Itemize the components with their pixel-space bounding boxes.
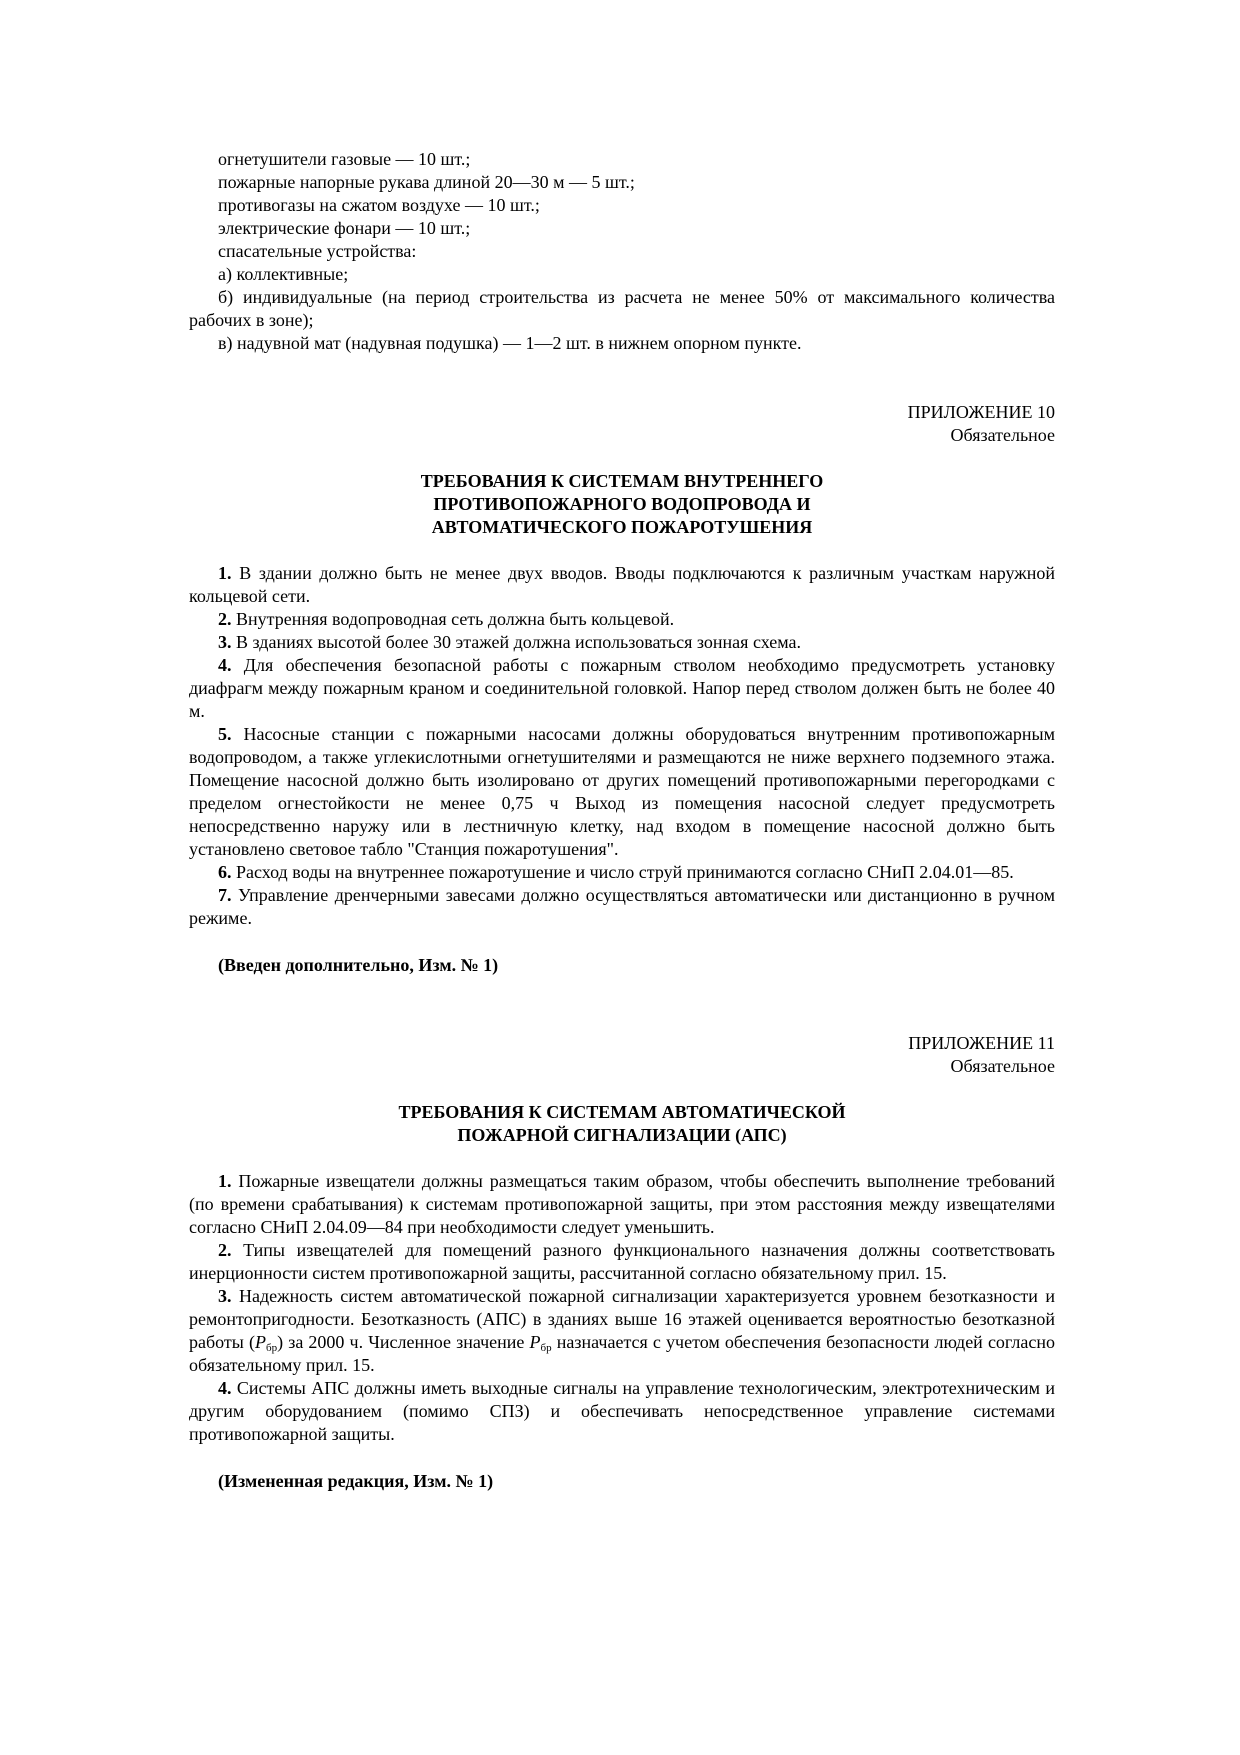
- item-text: Для обеспечения безопасной работы с пожарным стволом необходимо предусмотреть установку диафрагм между пожарным краном и соединительной головкой. Напор перед стволом должен быть не более 40 м.: [189, 655, 1055, 721]
- list-item: спасательные устройства:: [218, 241, 417, 261]
- item-text: назначается с учетом обеспечения безопасности людей согласно обязательному прил. 15.: [189, 1332, 1055, 1375]
- reliability-subscript: бр: [540, 1342, 552, 1354]
- title-line: ТРЕБОВАНИЯ К СИСТЕМАМ АВТОМАТИЧЕСКОЙ: [398, 1102, 846, 1122]
- reliability-symbol: P: [529, 1332, 541, 1352]
- item-number: 2.: [218, 1240, 232, 1260]
- amendment-note: (Измененная редакция, Изм. № 1): [218, 1471, 494, 1491]
- appendix-11-header: [189, 1032, 1055, 1078]
- title-line: ПОЖАРНОЙ СИГНАЛИЗАЦИИ (АПС): [457, 1125, 787, 1145]
- reliability-symbol: P: [254, 1332, 266, 1352]
- amendment-note: (Введен дополнительно, Изм. № 1): [218, 955, 499, 975]
- list-item: пожарные напорные рукава длиной 20—30 м — 5 шт.;: [218, 172, 635, 192]
- numbered-item: [189, 723, 1055, 861]
- appendix-11-title: [189, 1101, 1055, 1147]
- reliability-subscript: бр: [265, 1342, 278, 1354]
- appendix-label: ПРИЛОЖЕНИЕ 10: [907, 402, 1055, 422]
- item-number: 3.: [218, 1286, 232, 1306]
- numbered-item: [189, 1170, 1055, 1239]
- item-number: 5.: [218, 724, 232, 744]
- numbered-item: [189, 562, 1055, 608]
- item-number: 4.: [218, 1378, 232, 1398]
- item-text: Пожарные извещатели должны размещаться таким образом, чтобы обеспечить выполнение требований (по времени срабатывания) к системам противопожарной защиты, при этом расстояния между извещателями согласно СНиП 2.04.09—84 при необходимости следует уменьшить.: [189, 1171, 1056, 1237]
- item-number: 4.: [218, 655, 232, 675]
- title-line: АВТОМАТИЧЕСКОГО ПОЖАРОТУШЕНИЯ: [431, 517, 813, 537]
- document-page: [189, 148, 1055, 1493]
- appendix-10-items: [189, 562, 1055, 930]
- item-text: Типы извещателей для помещений разного функционального назначения должны соответствовать инерционности систем противопожарной защиты, рассчитанной согласно обязательному прил. 15.: [189, 1240, 1056, 1283]
- item-number: 2.: [218, 609, 232, 629]
- item-text: Управление дренчерными завесами должно осуществляться автоматически или дистанционно в ручном режиме.: [189, 885, 1056, 928]
- numbered-item: [189, 654, 1055, 723]
- appendix-label: ПРИЛОЖЕНИЕ 11: [908, 1033, 1055, 1053]
- list-item: огнетушители газовые — 10 шт.;: [218, 149, 471, 169]
- appendix-10-header: [189, 401, 1055, 447]
- equipment-list: [189, 148, 1055, 355]
- list-item: б) индивидуальные (на период строительства из расчета не менее 50% от максимального количества рабочих в зоне);: [189, 287, 1055, 330]
- item-text: В зданиях высотой более 30 этажей должна использоваться зонная схема.: [236, 632, 801, 652]
- item-number: 7.: [218, 885, 232, 905]
- appendix-status: Обязательное: [950, 1056, 1055, 1076]
- item-text: В здании должно быть не менее двух вводов. Вводы подключаются к различным участкам наружной кольцевой сети.: [189, 563, 1055, 606]
- item-text: Системы АПС должны иметь выходные сигналы на управление технологическим, электротехническим и другим оборудованием (помимо СПЗ) и обеспечивать непосредственное управление системами противопожарной защиты.: [189, 1378, 1055, 1444]
- title-line: ТРЕБОВАНИЯ К СИСТЕМАМ ВНУТРЕННЕГО: [420, 471, 824, 491]
- numbered-item: [189, 608, 1055, 631]
- item-text: ) за 2000 ч. Численное значение: [277, 1332, 530, 1352]
- section-spacer: [189, 977, 1055, 1032]
- appendix-status: Обязательное: [950, 425, 1055, 445]
- numbered-item: [189, 1377, 1055, 1446]
- appendix-11-items: [189, 1170, 1055, 1446]
- numbered-item: [189, 861, 1055, 884]
- title-line: ПРОТИВОПОЖАРНОГО ВОДОПРОВОДА И: [433, 494, 811, 514]
- item-number: 6.: [218, 862, 232, 882]
- item-number: 1.: [218, 563, 232, 583]
- item-text: Надежность систем автоматической пожарной сигнализации характеризуется уровнем безотказности и ремонтопригодности. Безотказность (АПС) в зданиях выше 16 этажей оценивается вероятностью безотказной работы (: [189, 1286, 1055, 1352]
- appendix-10-title: [189, 470, 1055, 539]
- numbered-item: [189, 884, 1055, 930]
- item-text: Внутренняя водопроводная сеть должна быть кольцевой.: [236, 609, 675, 629]
- list-item: противогазы на сжатом воздухе — 10 шт.;: [218, 195, 540, 215]
- numbered-item: [189, 1239, 1055, 1285]
- list-item: электрические фонари — 10 шт.;: [218, 218, 471, 238]
- item-number: 1.: [218, 1171, 232, 1191]
- item-text: Расход воды на внутреннее пожаротушение и число струй принимаются согласно СНиП 2.04.01—85.: [236, 862, 1014, 882]
- numbered-item: [189, 631, 1055, 654]
- item-number: 3.: [218, 632, 232, 652]
- numbered-item: [189, 1285, 1055, 1377]
- item-text: Насосные станции с пожарными насосами должны оборудоваться внутренним противопожарным водопроводом, а также углекислотными огнетушителями и размещаются не ниже верхнего подземного этажа. Помещение насосной должно быть изолировано от других помещений противопожарными перегородками с пределом огнестойкости не менее 0,75 ч Выход из помещения насосной следует предусмотреть непосредственно наружу или в лестничную клетку, над входом в помещение насосной должно быть установлено световое табло "Станция пожаротушения".: [189, 724, 1056, 859]
- list-item: а) коллективные;: [218, 264, 349, 284]
- list-item: в) надувной мат (надувная подушка) — 1—2 шт. в нижнем опорном пункте.: [218, 333, 802, 353]
